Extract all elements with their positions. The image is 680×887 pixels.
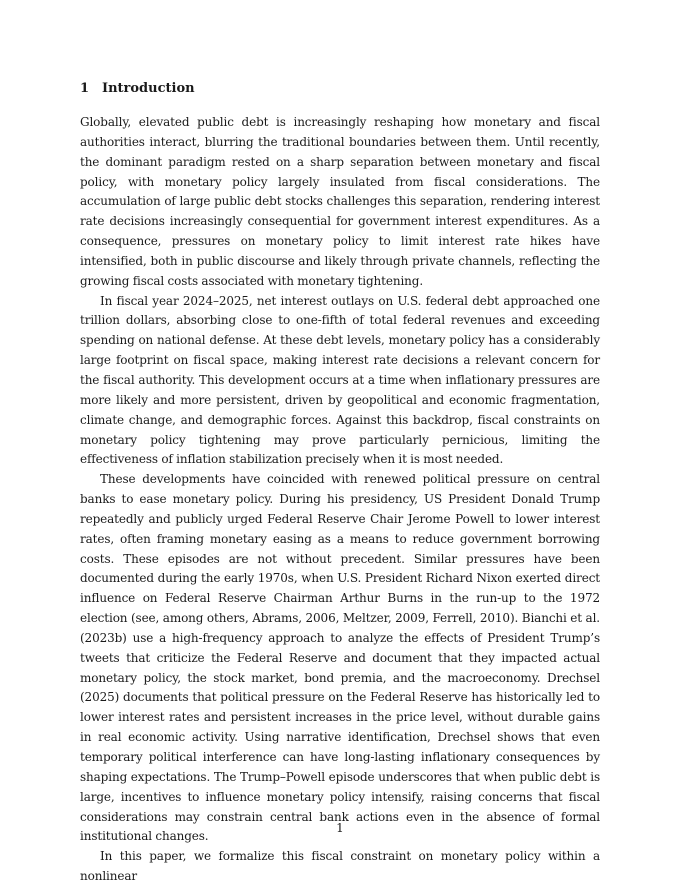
section-title: Introduction [102, 81, 195, 96]
body-text [80, 113, 600, 887]
section-number: 1 [80, 81, 90, 96]
paragraph-2: In fiscal year 2024–2025, net interest outlays on U.S. federal debt approached one trillion dollars, absorbing close to one-fifth of total federal revenues and exceeding spending on national defense. At these debt levels, monetary policy has a considerably large footprint on fiscal space, making interest rate decisions a relevant concern for the fiscal authority. This development occurs at a time when inflationary pressures are more likely and more persistent, driven by geopolitical and economic fragmentation, climate change, and demographic forces. Against this backdrop, fiscal constraints on monetary policy tightening may prove particularly pernicious, limiting the effectiveness of inflation stabilization precisely when it is most needed. [80, 293, 600, 467]
paragraph-4: In this paper, we formalize this fiscal constraint on monetary policy within a nonlinear [80, 849, 600, 884]
section-heading [80, 79, 195, 99]
page-number: 1 [336, 821, 344, 835]
paragraph-3: These developments have coincided with renewed political pressure on central banks to ease monetary policy. During his presidency, US President Donald Trump repeatedly and publicly urged Federal Reserve Chair Jerome Powell to lower interest rates, often framing monetary easing as a means to reduce government borrowing costs. These episodes are not without precedent. Similar pressures have been documented during the early 1970s, when U.S. President Richard Nixon exerted direct influence on Federal Reserve Chairman Arthur Burns in the run-up to the 1972 election (see, among others, Abrams, 2006, Meltzer, 2009, Ferrell, 2010). Bianchi et al. (2023b) use a high-frequency approach to analyze the effects of President Trump’s tweets that criticize the Federal Reserve and document that they impacted actual monetary policy, the stock market, bond premia, and the macroeconomy. Drechsel (2025) documents that political pressure on the Federal Reserve has historically led to lower interest rates and persistent increases in the price level, without durable gains in real economic activity. Using narrative identification, Drechsel shows that even temporary political interference can have long-lasting inflationary consequences by shaping expectations. The Trump–Powell episode underscores that when public debt is large, incentives to influence monetary policy intensify, raising concerns that fiscal considerations may constrain central bank actions even in the absence of formal institutional changes. [80, 472, 600, 844]
paragraph-1: Globally, elevated public debt is increasingly reshaping how monetary and fiscal authorities interact, blurring the traditional boundaries between them. Until recently, the dominant paradigm rested on a sharp separation between monetary and fiscal policy, with monetary policy largely insulated from fiscal considerations. The accumulation of large public debt stocks challenges this separation, rendering interest rate decisions increasingly consequential for government interest expenditures. As a consequence, pressures on monetary policy to limit interest rate hikes have intensified, both in public discourse and likely through private channels, reflecting the growing fiscal costs associated with monetary tightening. [80, 115, 600, 288]
